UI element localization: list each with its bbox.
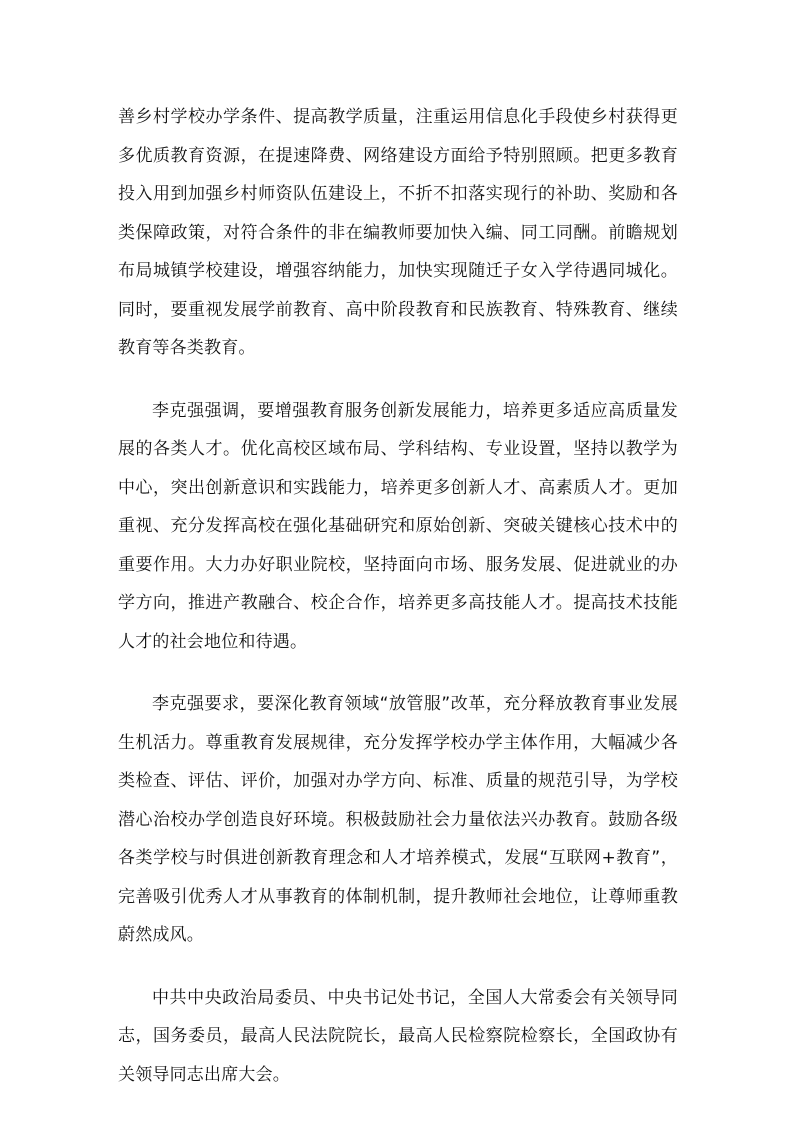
paragraph-gap <box>118 368 678 392</box>
document-page <box>118 98 678 1094</box>
paragraph-gap <box>118 955 678 979</box>
paragraph-gap <box>118 661 678 685</box>
paragraph-rural-schools: 善乡村学校办学条件、提高教学质量，注重运用信息化手段使乡村获得更多优质教育资源，在提速降费、网络建设方面给予特别照顾。把更多教育投入用到加强乡村师资队伍建设上，不折不扣落实现行的补助、奖励和各类保障政策，对符合条件的非在编教师要加快入编、同工同酬。前瞻规划布局城镇学校建设，增强容纳能力，加快实现随迁子女入学待遇同城化。同时，要重视发展学前教育、高中阶段教育和民族教育、特殊教育、继续教育等各类教育。 <box>118 107 678 358</box>
paragraph-attendees: 中共中央政治局委员、中央书记处书记，全国人大常委会有关领导同志，国务委员，最高人民法院院长，最高人民检察院检察长，全国政协有关领导同志出席大会。 <box>118 987 678 1085</box>
paragraph-innovation-talent: 李克强强调，要增强教育服务创新发展能力，培养更多适应高质量发展的各类人才。优化高校区域布局、学科结构、专业设置，坚持以教学为中心，突出创新意识和实践能力，培养更多创新人才、高素质人才。更加重视、充分发挥高校在强化基础研究和原始创新、突破关键核心技术中的重要作用。大力办好职业院校，坚持面向市场、服务发展、促进就业的办学方向，推进产教融合、校企合作，培养更多高技能人才。提高技术技能人才的社会地位和待遇。 <box>118 400 678 652</box>
paragraph-education-reform: 李克强要求，要深化教育领域“放管服”改革，充分释放教育事业发展生机活力。尊重教育发展规律，充分发挥学校办学主体作用，大幅减少各类检查、评估、评价，加强对办学方向、标准、质量的规范引导，为学校潜心治校办学创造良好环境。积极鼓励社会力量依法兴办教育。鼓励各级各类学校与时俱进创新教育理念和人才培养模式，发展“互联网+教育”，完善吸引优秀人才从事教育的体制机制，提升教师社会地位，让尊师重教蔚然成风。 <box>118 694 678 945</box>
